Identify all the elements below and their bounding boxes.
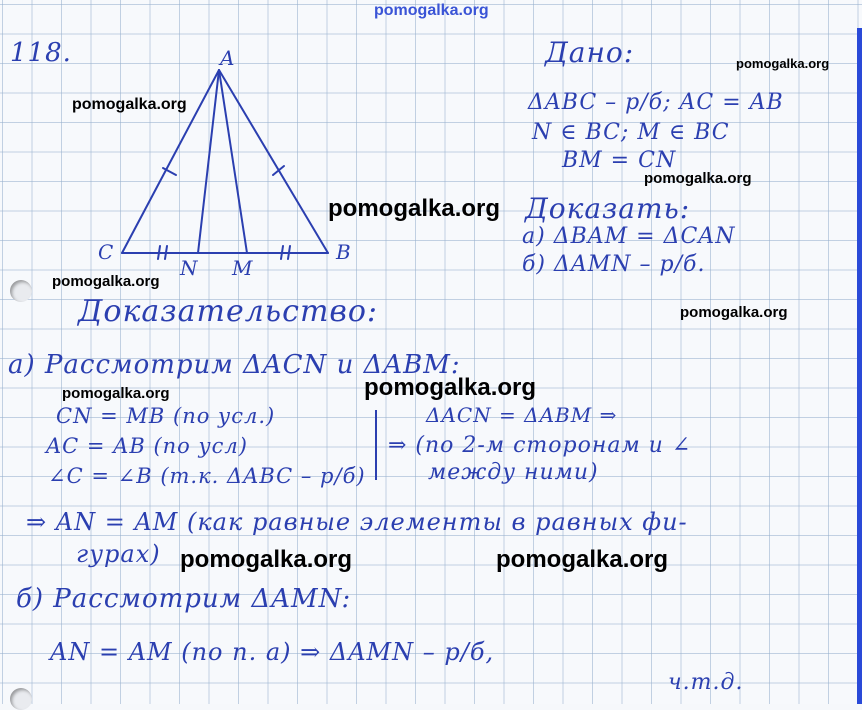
site-header-watermark: pomogalka.org	[374, 2, 489, 19]
tick-cn-2	[165, 246, 167, 259]
watermark: pomogalka.org	[680, 304, 788, 321]
watermark: pomogalka.org	[496, 546, 669, 573]
result-line-1: ΔACN = ΔABM ⇒	[426, 403, 618, 427]
part-a-heading: а) Рассмотрим ΔACN и ΔABM:	[8, 350, 461, 380]
tick-mb-1	[281, 246, 283, 259]
point-m-label: M	[232, 256, 254, 280]
prove-title: Доказать:	[525, 192, 691, 225]
condition-2: AC = AB (по усл)	[46, 434, 248, 458]
given-line-2: N ∈ BC; M ∈ BC	[532, 120, 730, 145]
given-line-3: BM = CN	[562, 148, 677, 173]
prove-line-2: б) ΔAMN – р/б.	[522, 252, 706, 277]
segment-an	[198, 70, 219, 253]
vertex-b-label: B	[336, 240, 352, 264]
brace-line	[375, 410, 377, 480]
given-line-1: ΔABC – р/б; AC = AB	[528, 90, 784, 115]
tick-cn-1	[158, 246, 160, 259]
watermark: pomogalka.org	[62, 385, 170, 402]
watermark: pomogalka.org	[52, 273, 160, 290]
tick-mb-2	[288, 246, 290, 259]
vertex-c-label: C	[98, 240, 115, 264]
part-b-line: AN = AM (по п. а) ⇒ ΔAMN – р/б,	[50, 638, 495, 666]
problem-number: 118.	[10, 38, 72, 68]
given-title: Дано:	[545, 36, 635, 69]
tick-ab	[273, 166, 284, 175]
side-ab	[219, 70, 328, 253]
part-b-heading: б) Рассмотрим ΔAMN:	[16, 584, 352, 614]
watermark: pomogalka.org	[328, 195, 501, 222]
watermark: pomogalka.org	[180, 546, 353, 573]
proof-title: Доказательство:	[78, 294, 379, 329]
watermark: pomogalka.org	[72, 96, 187, 113]
vertex-a-label: A	[220, 46, 236, 70]
conclusion-line-2: гурах)	[76, 540, 161, 568]
watermark: pomogalka.org	[364, 374, 537, 401]
watermark: pomogalka.org	[644, 170, 752, 187]
prove-line-1: а) ΔBAM = ΔCAN	[522, 224, 736, 249]
condition-3: ∠C = ∠B (т.к. ΔABC – р/б)	[48, 464, 366, 488]
point-n-label: N	[180, 256, 199, 280]
condition-1: CN = MB (по усл.)	[56, 404, 276, 428]
watermark: pomogalka.org	[736, 56, 830, 71]
conclusion-line-1: ⇒ AN = AM (как равные элементы в равных фи-	[26, 508, 688, 536]
result-line-2: ⇒ (по 2-м сторонам и ∠	[388, 433, 692, 458]
segment-am	[219, 70, 247, 253]
qed: ч.т.д.	[668, 670, 744, 695]
result-line-3: между ними)	[428, 460, 599, 485]
